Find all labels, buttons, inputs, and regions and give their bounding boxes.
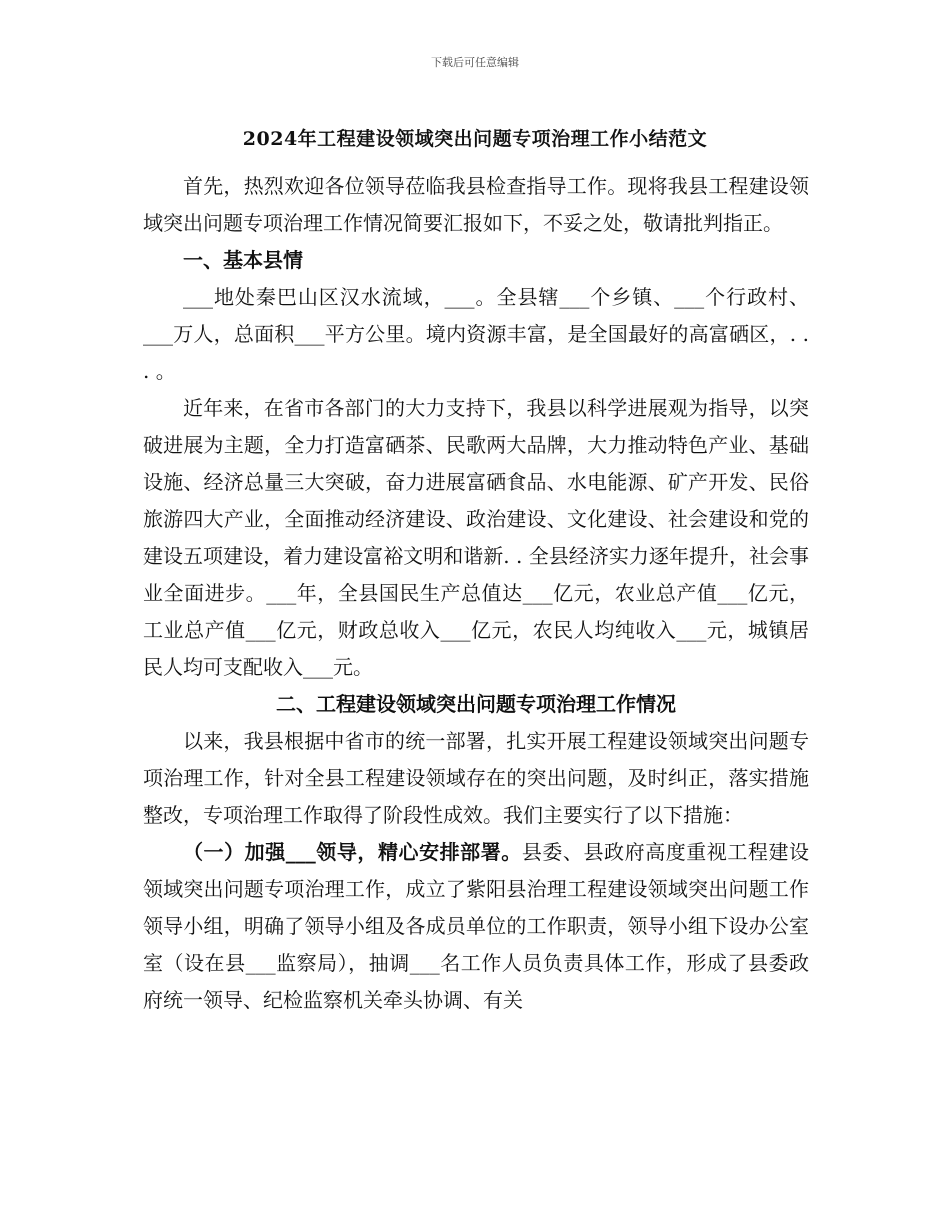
header-note: 下载后可任意编辑	[431, 56, 519, 69]
paragraph-county-overview: ___地处秦巴山区汉水流域，___。全县辖___个乡镇、___个行政村、___万人，总面积___平方公里。境内资源丰富，是全国最好的高富硒区，. . . 。	[143, 285, 809, 383]
measure-1-text: 县委、县政府高度重视工程建设领域突出问题专项治理工作，成立了紫阳县治理工程建设领域突出问题工作领导小组，明确了领导小组及各成员单位的工作职责，领导小组下设办公室室（设在县___监察局），抽调___名工作人员负责具体工作，形成了县委政府统一领导、纪检监察机关牵头协调、有关	[143, 840, 810, 1012]
section-heading-1: 一、基本县情	[183, 248, 303, 272]
paragraph-intro: 首先，热烈欢迎各位领导莅临我县检查指导工作。现将我县工程建设领域突出问题专项治理工作情况简要汇报如下，不妥之处，敬请批判指正。	[143, 174, 809, 235]
document-body	[143, 168, 809, 1019]
paragraph-recent-years: 近年来，在省市各部门的大力支持下，我县以科学进展观为指导，以突破进展为主题，全力打造富硒茶、民歌两大品牌，大力推动特色产业、基础设施、经济总量三大突破，奋力进展富硒食品、水电能源、矿产开发、民俗旅游四大产业，全面推动经济建设、政治建设、文化建设、社会建设和党的建设五项建设，着力建设富裕文明和谐新. . 全县经济实力逐年提升，社会事业全面进步。___年，全县国民生产总值达___亿元，农业总产值___亿元，工业总产值___亿元，财政总收入___亿元，农民人均纯收入___元，城镇居民人均可支配收入___元。	[143, 396, 809, 679]
paragraph-measure-1	[143, 834, 809, 1019]
paragraph-governance-intro: 以来，我县根据中省市的统一部署，扎实开展工程建设领域突出问题专项治理工作，针对全县工程建设领域存在的突出问题，及时纠正，落实措施整改，专项治理工作取得了阶段性成效。我们主要实行了以下措施：	[143, 729, 809, 827]
document-title: 2024年工程建设领域突出问题专项治理工作小结范文	[242, 128, 708, 150]
measure-1-heading: （一）加强___领导，精心安排部署。	[183, 840, 522, 864]
section-heading-2: 二、工程建设领域突出问题专项治理工作情况	[276, 692, 676, 716]
